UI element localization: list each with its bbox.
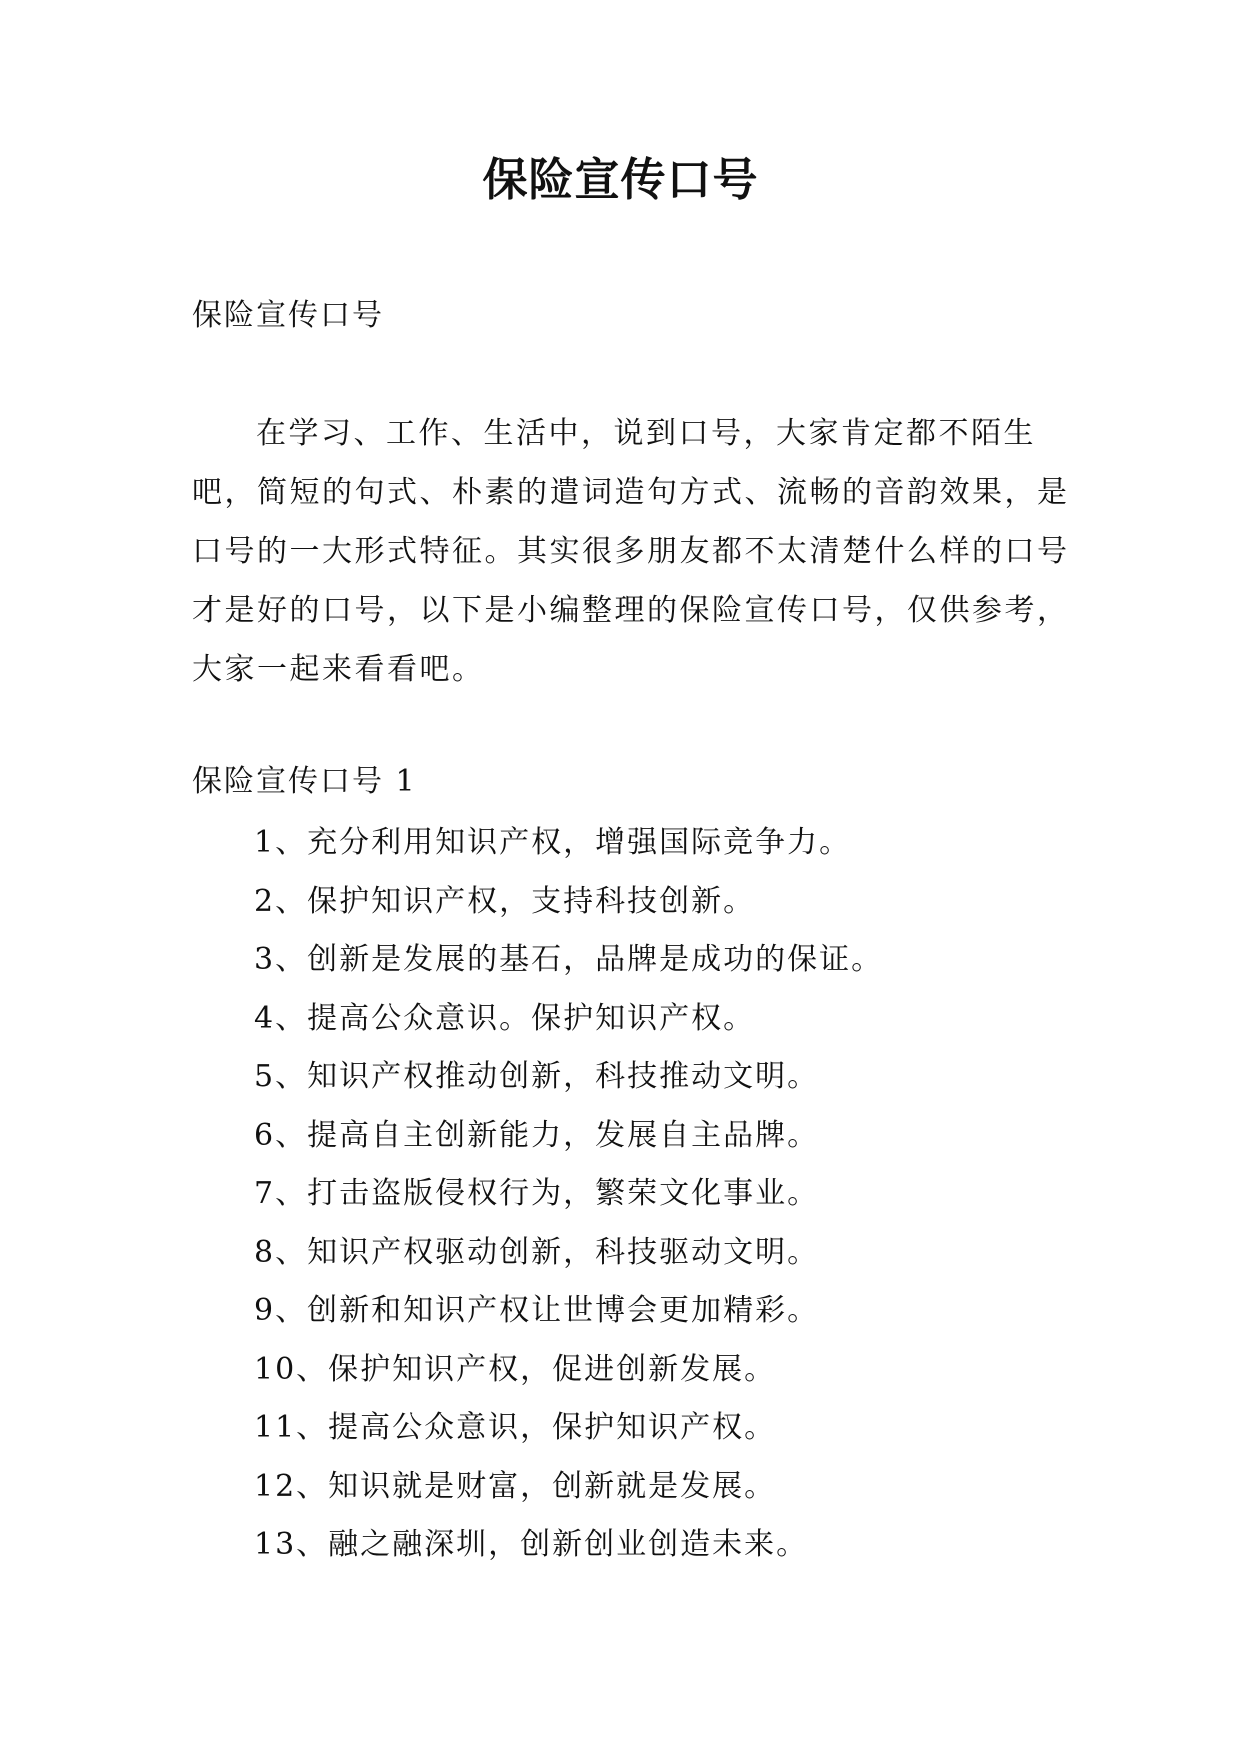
slogan-item: 12、知识就是财富，创新就是发展。 bbox=[254, 1468, 777, 1504]
slogan-item: 3、创新是发展的基石，品牌是成功的保证。 bbox=[254, 942, 884, 977]
slogan-item: 1、充分利用知识产权，增强国际竞争力。 bbox=[254, 825, 852, 860]
slogan-item: 5、知识产权推动创新，科技推动文明。 bbox=[254, 1059, 820, 1094]
slogan-item: 11、提高公众意识，保护知识产权。 bbox=[254, 1410, 777, 1445]
section-heading: 保险宣传口号 1 bbox=[192, 764, 417, 799]
slogan-item: 6、提高自主创新能力，发展自主品牌。 bbox=[254, 1117, 820, 1153]
slogan-item: 7、打击盗版侵权行为，繁荣文化事业。 bbox=[254, 1176, 820, 1211]
slogan-item: 13、融之融深圳，创新创业创造未来。 bbox=[254, 1527, 809, 1562]
slogan-item: 9、创新和知识产权让世博会更加精彩。 bbox=[254, 1293, 820, 1328]
slogan-item: 10、保护知识产权，促进创新发展。 bbox=[254, 1351, 777, 1387]
document-title: 保险宣传口号 bbox=[482, 153, 759, 206]
document-subtitle: 保险宣传口号 bbox=[192, 298, 384, 333]
intro-text: 在学习、工作、生活中，说到口号，大家肯定都不陌生吧，简短的句式、朴素的遣词造句方式、流畅的音韵效果，是口号的一大形式特征。其实很多朋友都不太清楚什么样的口号才是好的口号，以下是小编整理的保险宣传口号，仅供参考，大家一起来看看吧。 bbox=[192, 416, 1070, 687]
slogan-list bbox=[254, 814, 1084, 1575]
slogan-item: 4、提高公众意识。保护知识产权。 bbox=[254, 1000, 756, 1036]
slogan-item: 8、知识产权驱动创新，科技驱动文明。 bbox=[254, 1234, 820, 1270]
slogan-item: 2、保护知识产权，支持科技创新。 bbox=[254, 883, 756, 919]
intro-paragraph bbox=[192, 404, 1077, 699]
